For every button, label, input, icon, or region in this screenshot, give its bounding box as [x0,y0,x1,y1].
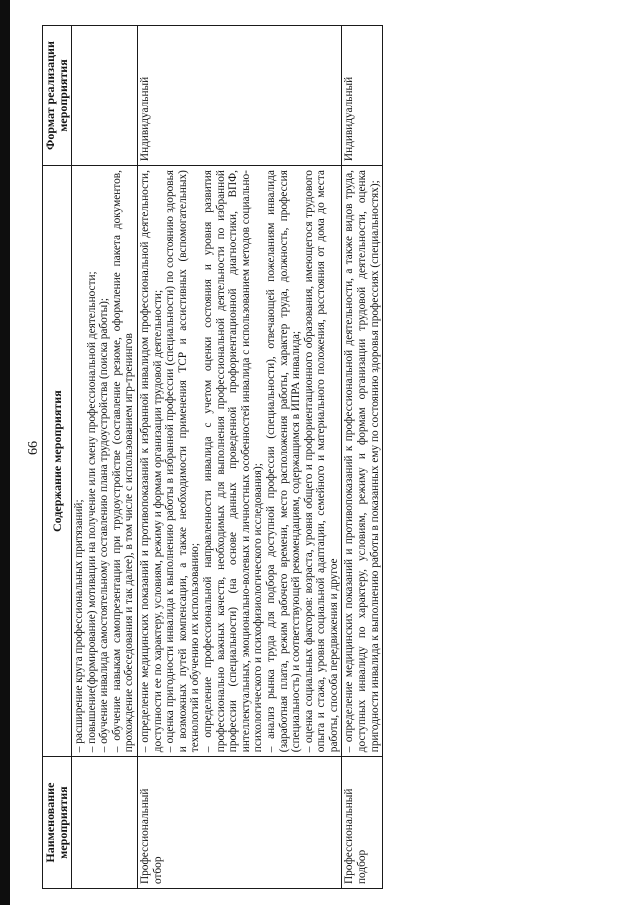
page-number: 66 [26,441,41,455]
content-cell [342,166,383,757]
header-name: Наименование мероприятия [43,757,72,889]
list-item: – обучение навыкам самопрезентации при трудоустройстве (составление резюме, оформление пакета документов, прохождение собеседования и так далее), в том числе с использованием игр-тренингов [110,170,136,753]
list-item: – обучение инвалида самостоятельному составлению плана трудоустройства (поиска работы); [98,297,111,753]
header-content: Содержание мероприятия [43,166,72,757]
table-header-row [43,26,72,889]
row-format: Индивидуальный [137,26,342,166]
list-item: – определение медицинских показаний и противопоказаний к профессиональной деятельности, а также видов труда, доступных инвалиду по характеру, условиям, режиму и формам организации трудовой деятельности, оценка пригодности инвалида к выполнению работы в показанных ему по состоянию здоровья профессиях (специальностях); [343,170,381,753]
table-row-prof-selection [137,26,342,889]
row-format: Индивидуальный [342,26,383,166]
list-item: – анализ рынка труда для подбора доступной профессии (специальности), отвечающей пожеланиям инвалида (заработная плата, режим рабочего времени, место расположения работы, характер труда, должность, профессия (специальность) и соответствующей рекомендациям, содержащимся в ИПРА инвалида; [264,170,303,753]
table-row-continuation [72,26,138,889]
list-item: – расширение круга профессиональных притязаний; [73,499,85,753]
row-name: Профессиональный отбор [137,757,342,889]
name-cell-empty [72,757,138,889]
table-row-prof-matching [342,26,383,889]
list-item: – определение медицинских показаний и противопоказаний к избранной инвалидом профессиональной деятельности, доступности ее по характеру, условиям, режиму и формам организации трудовой деятельности; [138,170,164,753]
format-cell-empty [72,26,138,166]
content-cell [72,166,138,757]
scan-edge [0,0,10,905]
list-item: – определение профессиональной направленности инвалида с учетом оценки состояния и уровня развития профессионально важных качеств, необходимых для выполнения профессиональной деятельности по избранной профессии (специальности) (на основе данных проведенной профориентационной диагностики, ВПФ, интеллектуальных, эмоционально-волевых и личностных особенностей инвалида с использованием методов социально-психологического и психофизиологического исследования); [201,170,265,753]
measures-table [42,25,383,889]
list-item: – повышение(формирование) мотивации на получение или смену профессиональной деятельности; [85,271,98,753]
list-item: – оценка пригодности инвалида к выполнению работы в избранной профессии (специальности) по состоянию здоровья и возможных путей компенсации, а также необходимости применения ТСР и ассистивных (вспомогательных) технологий и обучению их использованию; [164,170,202,753]
row-name: Профессиональный подбор [342,757,383,889]
list-item: – оценка социальных факторов: возраста, уровня общего и профориентационного образования, имеющегося трудового опыта и стажа, уровня социальной адаптации, семейного и материального положения, расстояния от дома до места работы, способа передвижения и другое [302,170,340,753]
header-format: Формат реализации мероприятия [43,26,72,166]
content-cell [137,166,342,757]
